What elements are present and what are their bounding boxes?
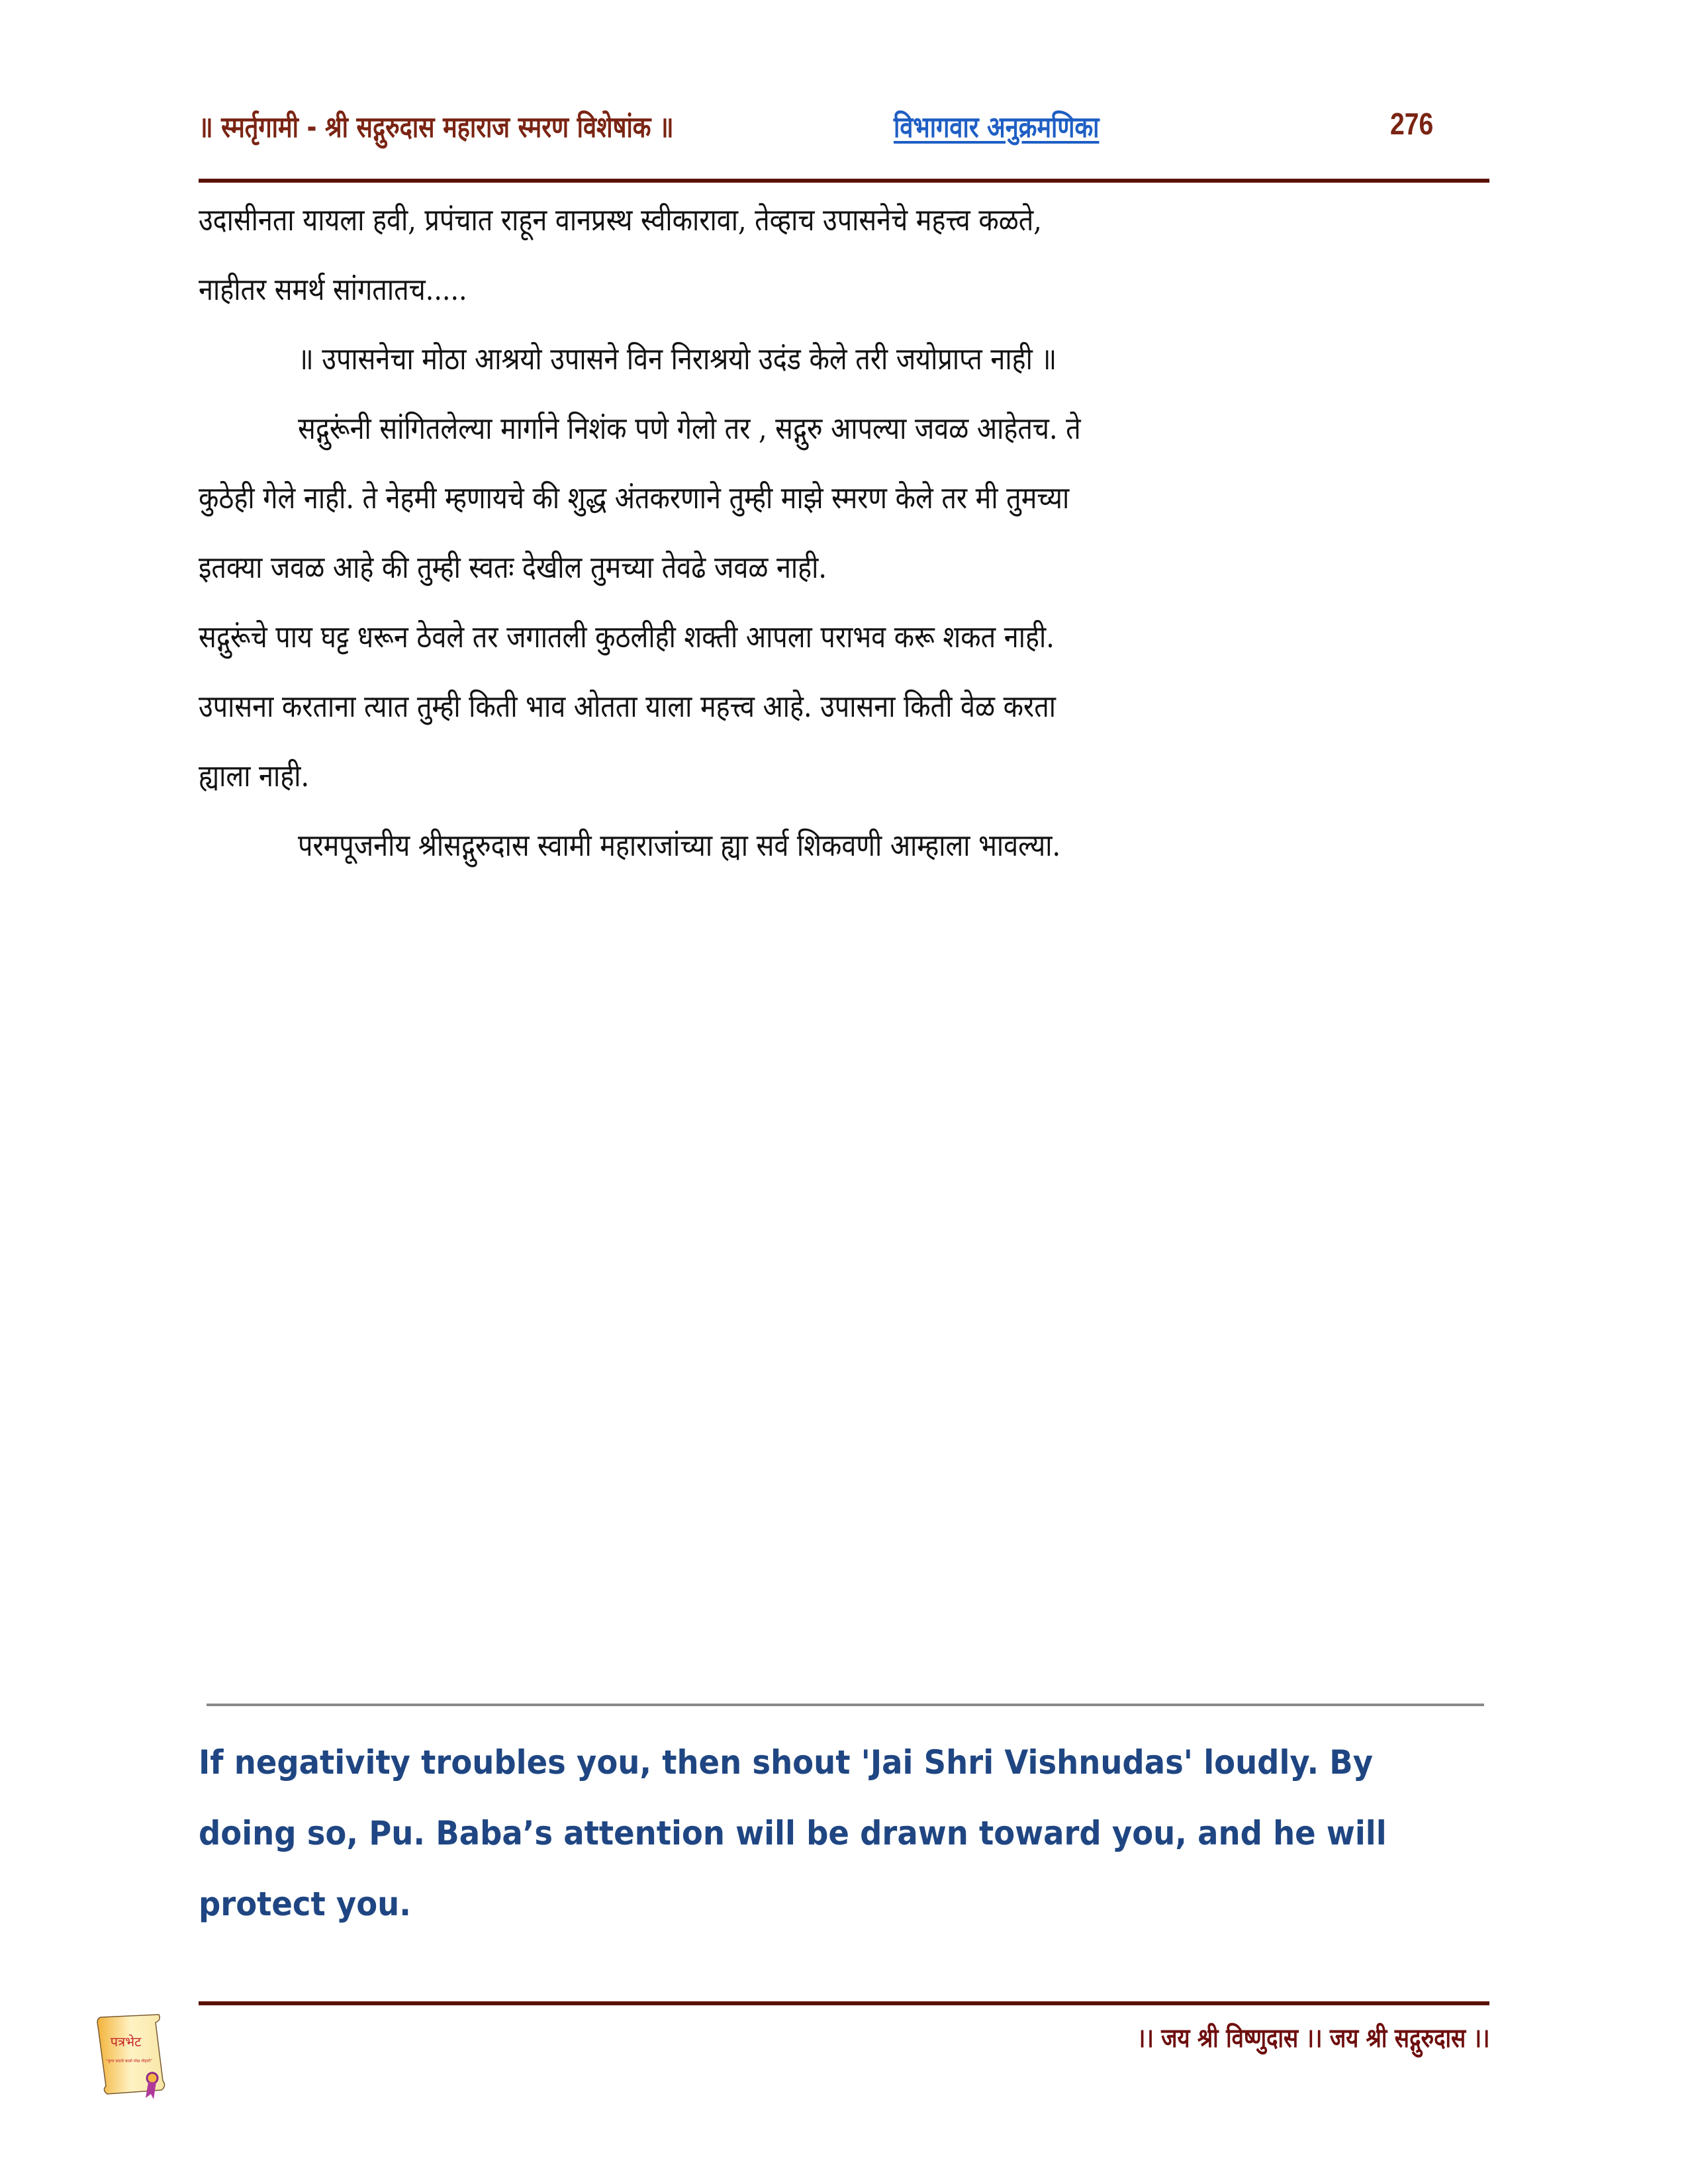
body-line: परमपूजनीय श्रीसद्गुरुदास स्वामी महाराजांच्या ह्या सर्व शिकवणी आम्हाला भावल्या.: [298, 827, 1061, 863]
english-quote: If negativity troubles you, then shout 'Jai Shri Vishnudas' loudly. By doing so, Pu. Baba’s attention will be drawn toward you, and he will protect you.: [199, 1743, 1387, 1923]
patrabhet-logo: [93, 2012, 165, 2101]
quote-divider: [207, 1704, 1484, 1706]
scroll-icon: [93, 2012, 165, 2101]
header-title: ॥ स्मर्तृगामी - श्री सद्गुरुदास महाराज स्मरण विशेषांक ॥: [199, 111, 674, 144]
shloka-line: ॥ उपासनेचा मोठा आश्रयो उपासने विन निराश्रयो उदंड केले तरी जयोप्राप्त नाही ॥: [298, 341, 1057, 377]
body-line: उदासीनता यायला हवी, प्रपंचात राहून वानप्रस्थ स्वीकारावा, तेव्हाच उपासनेचे महत्त्व कळते,: [199, 202, 1042, 238]
body-line: उपासना करताना त्यात तुम्ही किती भाव ओतता याला महत्त्व आहे. उपासना किती वेळ करता: [199, 688, 1056, 724]
index-link[interactable]: विभागवार अनुक्रमणिका: [894, 111, 1100, 144]
body-line: सद्गुरूंनी सांगितलेल्या मार्गाने निशंक पणे गेलो तर , सद्गुरु आपल्या जवळ आहेतच. ते: [298, 410, 1081, 446]
footer-slogan: ।। जय श्री विष्णुदास ।। जय श्री सद्गुरुदास ।।: [1137, 2023, 1489, 2054]
footer-divider: [199, 2001, 1489, 2005]
svg-text:“कृपा सदाचे बाळो मोक्ष मोहारो”: “कृपा सदाचे बाळो मोक्ष मोहारो”: [105, 2059, 153, 2064]
body-line: इतक्या जवळ आहे की तुम्ही स्वतः देखील तुमच्या तेवढे जवळ नाही.: [199, 549, 827, 585]
header-divider: [199, 179, 1489, 183]
body-line: नाहीतर समर्थ सांगतातच.....: [199, 271, 467, 307]
body-line: सद्गुरूंचे पाय घट्ट धरून ठेवले तर जगातली कुठलीही शक्ती आपला पराभव करू शकत नाही.: [199, 619, 1055, 655]
body-line: ह्याला नाही.: [199, 758, 310, 794]
page-number: 276: [1390, 107, 1434, 141]
body-line: कुठेही गेले नाही. ते नेहमी म्हणायचे की शुद्ध अंतकरणाने तुम्ही माझे स्मरण केले तर मी तुमच्या: [199, 480, 1070, 516]
svg-text:पत्रभेट: पत्रभेट: [110, 2034, 142, 2050]
